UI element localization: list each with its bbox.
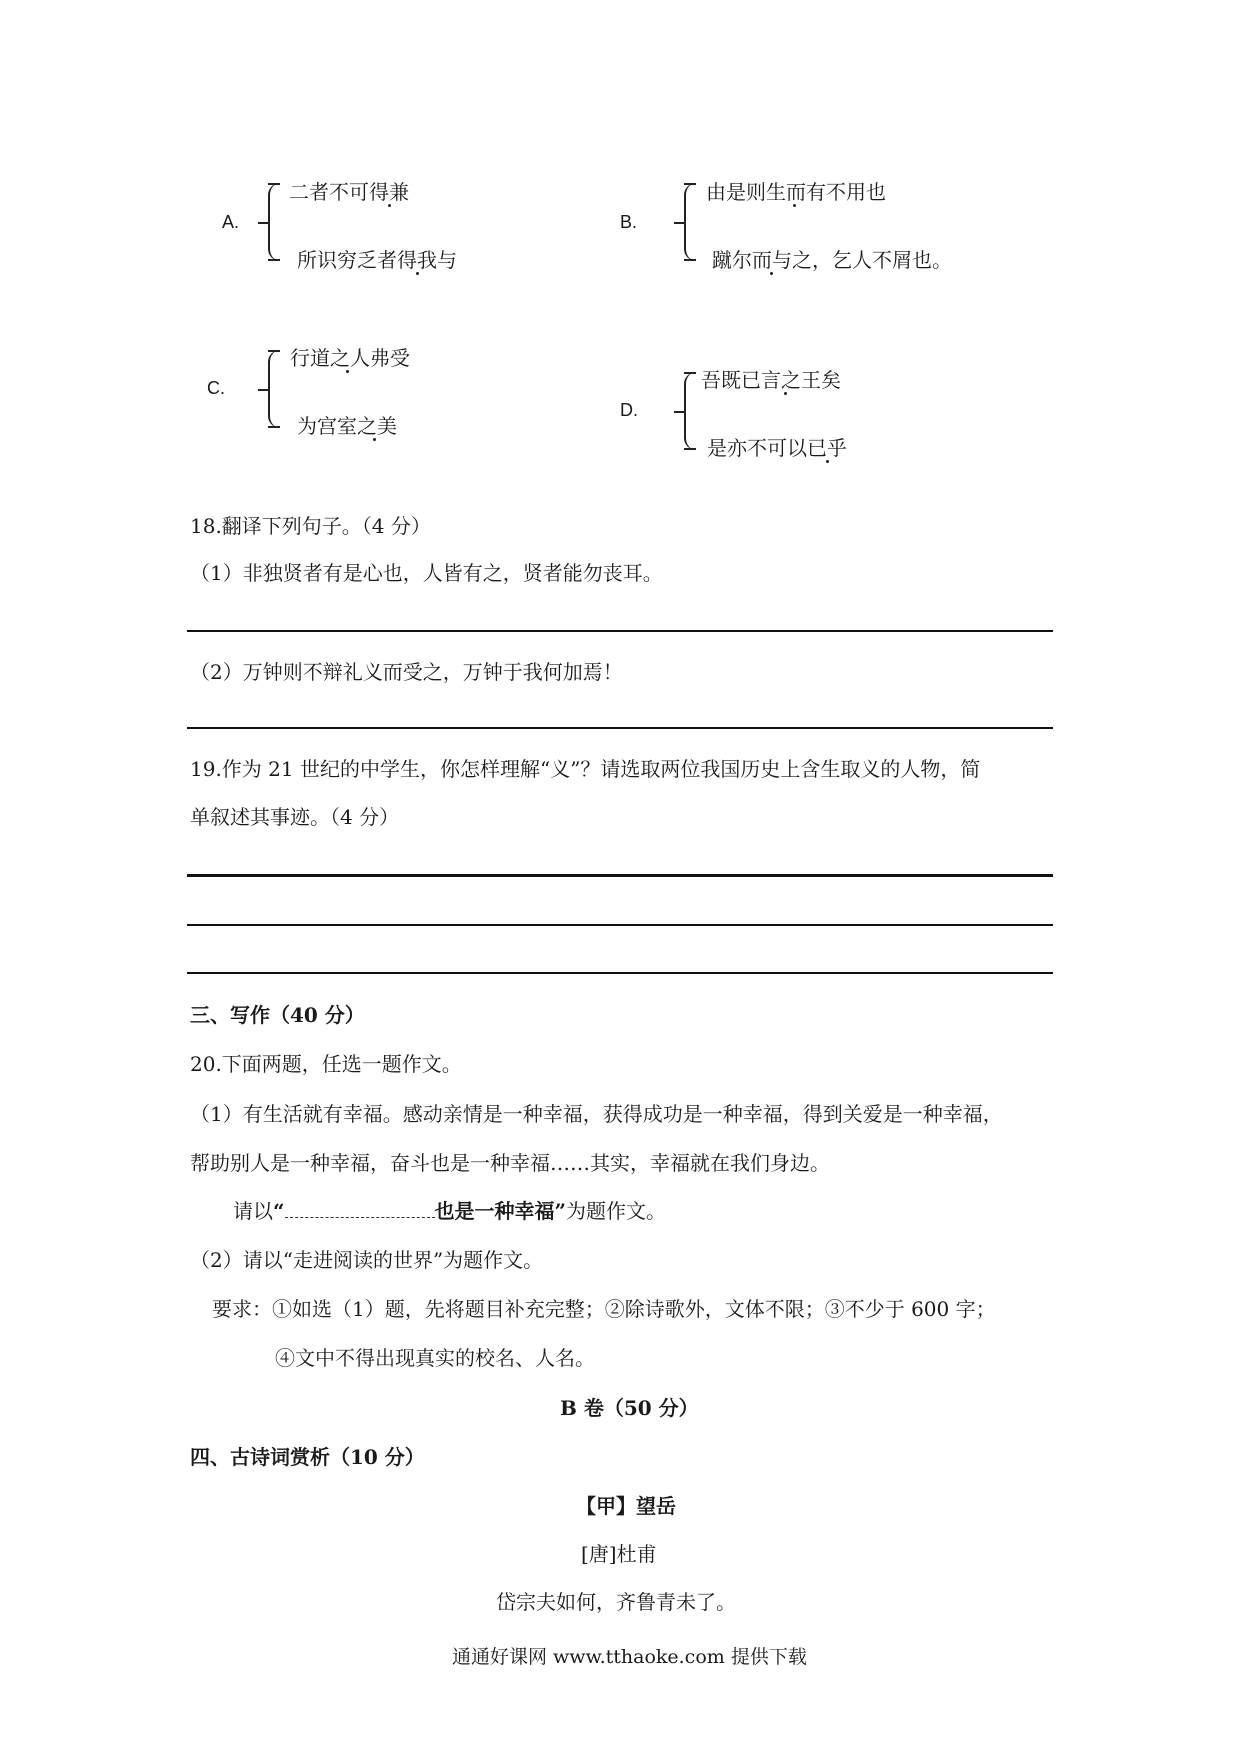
- q20-title: 20.下面两题，任选一题作文。: [190, 1052, 462, 1076]
- q20-prompt: [233, 1195, 666, 1224]
- option-c-line2: 为宫室之美: [297, 414, 397, 438]
- poem-author: [唐]杜甫: [581, 1542, 657, 1566]
- q18-sentence-2: （2）万钟则不辩礼义而受之，万钟于我何加焉！: [190, 660, 623, 684]
- emphasis-dot: [346, 370, 349, 373]
- q20-paragraph-2: （2）请以“走进阅读的世界”为题作文。: [190, 1248, 544, 1272]
- q20-paragraph-1a: （1）有生活就有幸福。感动亲情是一种幸福，获得成功是一种幸福，得到关爱是一种幸福，: [190, 1102, 1003, 1126]
- prompt-bold: 也是一种幸福”: [434, 1199, 567, 1223]
- option-a-label: A.: [222, 212, 240, 232]
- prompt-pre: 请以: [233, 1199, 273, 1223]
- option-c-line1: 行道之人弗受: [290, 346, 410, 370]
- option-d-line2: 是亦不可以已乎: [707, 436, 847, 460]
- option-d-label: D.: [620, 400, 638, 420]
- option-c-label: C.: [207, 378, 225, 398]
- section-3-title: 三、写作（40 分）: [190, 1003, 365, 1027]
- emphasis-dot: [784, 392, 787, 395]
- option-a-line2: 所识穷乏者得我与: [297, 248, 457, 272]
- option-a-brace: [268, 183, 284, 261]
- option-c-brace: [268, 350, 284, 428]
- answer-line: [187, 972, 1053, 974]
- volume-b-title: B 卷（50 分）: [560, 1396, 699, 1420]
- answer-line: [187, 630, 1053, 632]
- q19-line-1: 19.作为 21 世纪的中学生，你怎样理解“义”？请选取两位我国历史上含生取义的人物，简: [190, 757, 981, 781]
- footer-text: 通通好课网 www.tthaoke.com 提供下载: [452, 1646, 807, 1668]
- q20-requirement-1: 要求：①如选（1）题，先将题目补充完整；②除诗歌外，文体不限；③不少于 600 字；: [212, 1297, 996, 1321]
- emphasis-dot: [826, 460, 829, 463]
- option-d-line1: 吾既已言之王矣: [701, 368, 841, 392]
- poem-title: 【甲】望岳: [576, 1494, 676, 1518]
- option-b-line2: 蹴尔而与之，乞人不屑也。: [712, 248, 952, 272]
- answer-line: [187, 727, 1053, 729]
- option-d-brace: [684, 372, 700, 450]
- answer-line: [187, 924, 1053, 926]
- q20-requirement-2: ④文中不得出现真实的校名、人名。: [275, 1346, 595, 1370]
- option-b-brace: [684, 183, 700, 261]
- emphasis-dot: [793, 204, 796, 207]
- prompt-open-quote: “: [273, 1199, 285, 1223]
- answer-line: [187, 874, 1053, 877]
- emphasis-dot: [770, 272, 773, 275]
- emphasis-dot: [388, 204, 391, 207]
- emphasis-dot: [373, 438, 376, 441]
- option-b-label: B.: [620, 212, 638, 232]
- title-blank: [285, 1199, 435, 1218]
- q18-sentence-1: （1）非独贤者有是心也，人皆有之，贤者能勿丧耳。: [190, 561, 663, 585]
- q19-line-2: 单叙述其事迹。（4 分）: [190, 805, 400, 829]
- poem-line-1: 岱宗夫如何，齐鲁青未了。: [496, 1590, 736, 1614]
- q20-paragraph-1b: 帮助别人是一种幸福，奋斗也是一种幸福……其实，幸福就在我们身边。: [190, 1151, 830, 1175]
- prompt-post: 为题作文。: [566, 1199, 667, 1223]
- section-4-title: 四、古诗词赏析（10 分）: [190, 1445, 425, 1469]
- option-a-line1: 二者不可得兼: [289, 180, 409, 204]
- q18-title: 18.翻译下列句子。（4 分）: [190, 514, 431, 538]
- emphasis-dot: [416, 272, 419, 275]
- option-b-line1: 由是则生而有不用也: [706, 180, 886, 204]
